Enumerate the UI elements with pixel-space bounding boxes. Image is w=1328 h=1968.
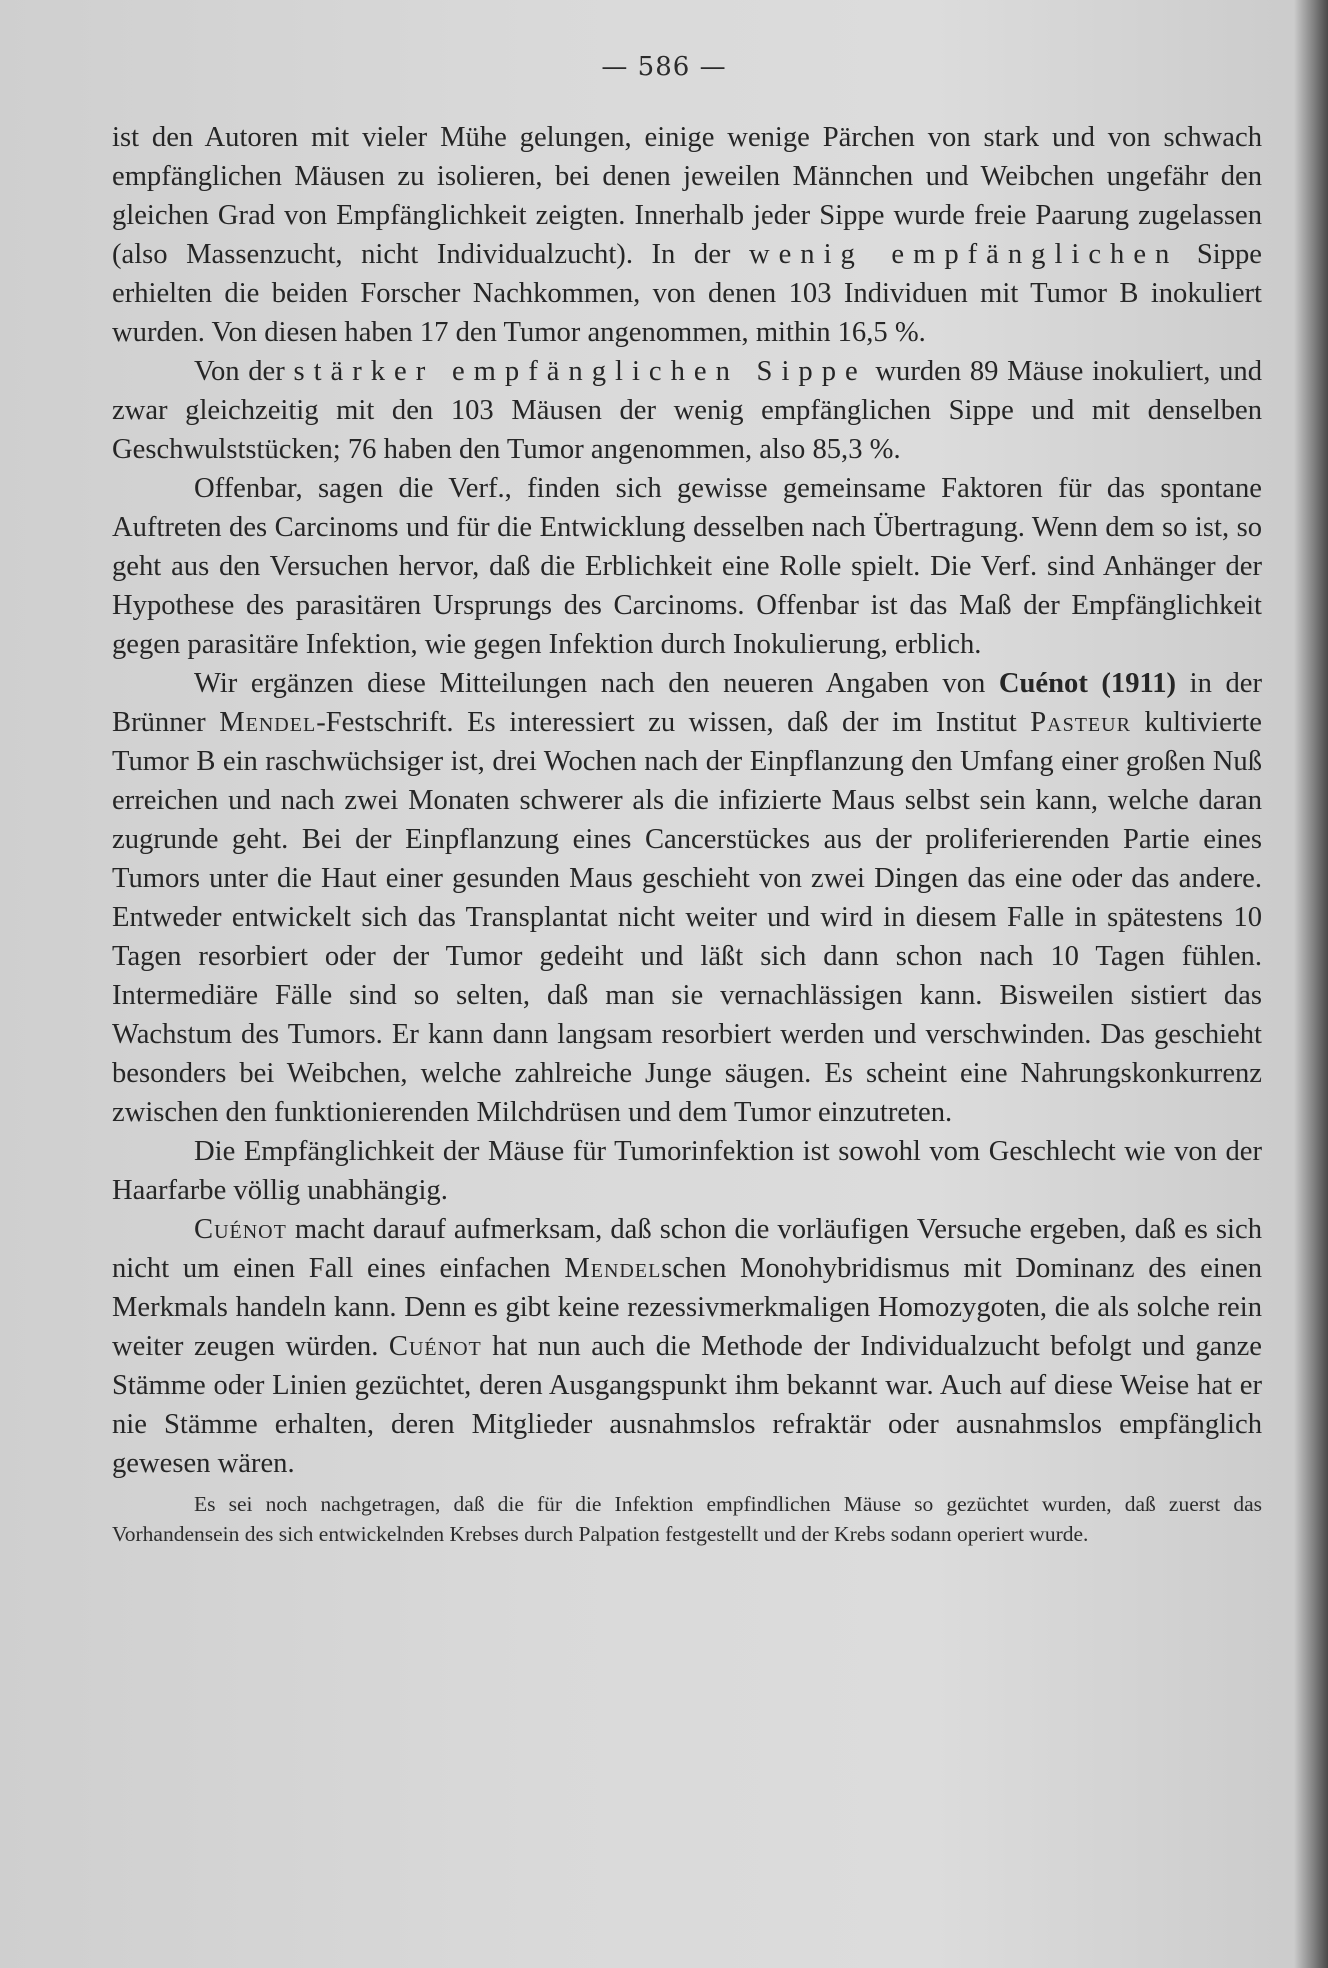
paragraph-3: Offenbar, sagen die Verf., finden sich gewisse gemeinsame Faktoren für das spontane Auftreten des Carcinoms und für die Entwicklung desselben nach Übertragung. Wenn dem so ist, so geht aus den Versuchen hervor, daß die Erblichkeit eine Rolle spielt. Die Verf. sind Anhänger der Hypothese des parasitären Ursprungs des Carcinoms. Offenbar ist das Maß der Empfänglichkeit gegen parasitäre Infektion, wie gegen Infektion durch Inokulierung, erblich. <box>112 473 1262 660</box>
paragraph-2-text-c: wurden 89 Mäuse inokuliert, und zwar gleichzeitig mit den 103 Mäusen der wenig empfänglichen Sippe und mit denselben Geschwulststücken; 76 haben den Tumor angenommen, also 85,3 %. <box>112 356 1262 465</box>
paragraph-4 <box>112 664 1262 1132</box>
paragraph-2-text-a: Von der <box>194 356 294 387</box>
paragraph-4-text-c: in der Brünner <box>112 668 1262 738</box>
paragraph-4-text-a: Wir ergänzen diese Mitteilungen nach den neueren Angaben von <box>194 668 999 699</box>
name-pasteur: Pasteur <box>1030 707 1131 738</box>
paragraph-5: Die Empfänglichkeit der Mäuse für Tumorinfektion ist sowohl vom Geschlecht wie von der Haarfarbe völlig unabhängig. <box>112 1136 1262 1206</box>
name-mendel: Mendel <box>219 707 317 738</box>
paragraph-4-text-e: -Festschrift. Es interessiert zu wissen, daß der im Institut <box>316 707 1031 738</box>
citation-cuenot-1911: Cuénot (1911) <box>998 668 1177 699</box>
name-cuenot: Cuénot <box>194 1214 287 1245</box>
paragraph-6-text-b: macht darauf aufmerksam, daß schon die vorläufigen Versuche ergeben, daß es sich nicht um einen Fall eines einfachen <box>112 1214 1262 1284</box>
page-number: — 586 — <box>601 52 727 82</box>
paragraph-1 <box>112 118 1262 352</box>
spaced-emphasis-wenig-empfaenglichen: wenig empfänglichen <box>748 239 1179 270</box>
spaced-emphasis-staerker-empfaenglichen: stärker empfänglichen Sippe <box>293 356 867 387</box>
paragraph-1-text-c: Sippe erhielten die beiden Forscher Nachkommen, von denen 103 Individuen mit Tumor B inokuliert wurden. Von diesen haben 17 den Tumor angenommen, mithin 16,5 %. <box>112 239 1262 348</box>
body-text <box>112 118 1262 1549</box>
name-cuenot: Cuénot <box>388 1331 482 1362</box>
footnote: Es sei noch nachgetragen, daß die für die Infektion empfindlichen Mäuse so gezüchtet wurden, daß zuerst das Vorhandensein des sich entwickelnden Krebses durch Palpation festgestellt und der Krebs sodann operiert wurde. <box>112 1492 1262 1546</box>
paragraph-1-text-a: ist den Autoren mit vieler Mühe gelungen, einige wenige Pärchen von stark und von schwach empfänglichen Mäusen zu isolieren, bei denen jeweilen Männchen und Weibchen ungefähr den gleichen Grad von Empfänglichkeit zeigten. Innerhalb jeder Sippe wurde freie Paarung zugelassen (also Massenzucht, nicht Individualzucht). In der <box>112 122 1262 270</box>
name-mendel: Mendel <box>564 1253 662 1284</box>
page-edge-shadow <box>1294 0 1328 1968</box>
paragraph-6-text-f: hat nun auch die Methode der Individualzucht befolgt und ganze Stämme oder Linien gezüchtet, deren Ausgangspunkt ihm bekannt war. Auch auf diese Weise hat er nie Stämme erhalten, deren Mitglieder ausnahmslos refraktär oder ausnahmslos empfänglich gewesen wären. <box>112 1331 1262 1479</box>
paragraph-2 <box>112 352 1262 469</box>
paragraph-6 <box>112 1210 1262 1483</box>
paragraph-6-text-d: schen Monohybridismus mit Dominanz des einen Merkmals handeln kann. Denn es gibt keine rezessivmerkmaligen Homozygoten, die als solche rein weiter zeugen würden. <box>112 1253 1262 1362</box>
paragraph-4-text-g: kultivierte Tumor B ein raschwüchsiger ist, drei Wochen nach der Einpflanzung den Umfang einer großen Nuß erreichen und nach zwei Monaten schwerer als die infizierte Maus selbst sein kann, welche daran zugrunde geht. Bei der Einpflanzung eines Cancerstückes aus der proliferierenden Partie eines Tumors unter die Haut einer gesunden Maus geschieht von zwei Dingen das eine oder das andere. Entweder entwickelt sich das Transplantat nicht weiter und wird in diesem Falle in spätestens 10 Tagen resorbiert oder der Tumor gedeiht und läßt sich dann schon nach 10 Tagen fühlen. Intermediäre Fälle sind so selten, daß man sie vernachlässigen kann. Bisweilen sistiert das Wachstum des Tumors. Er kann dann langsam resorbiert werden und verschwinden. Das geschieht besonders bei Weibchen, welche zahlreiche Junge säugen. Es scheint eine Nahrungskonkurrenz zwischen den funktionierenden Milchdrüsen und dem Tumor einzutreten. <box>112 707 1262 1128</box>
